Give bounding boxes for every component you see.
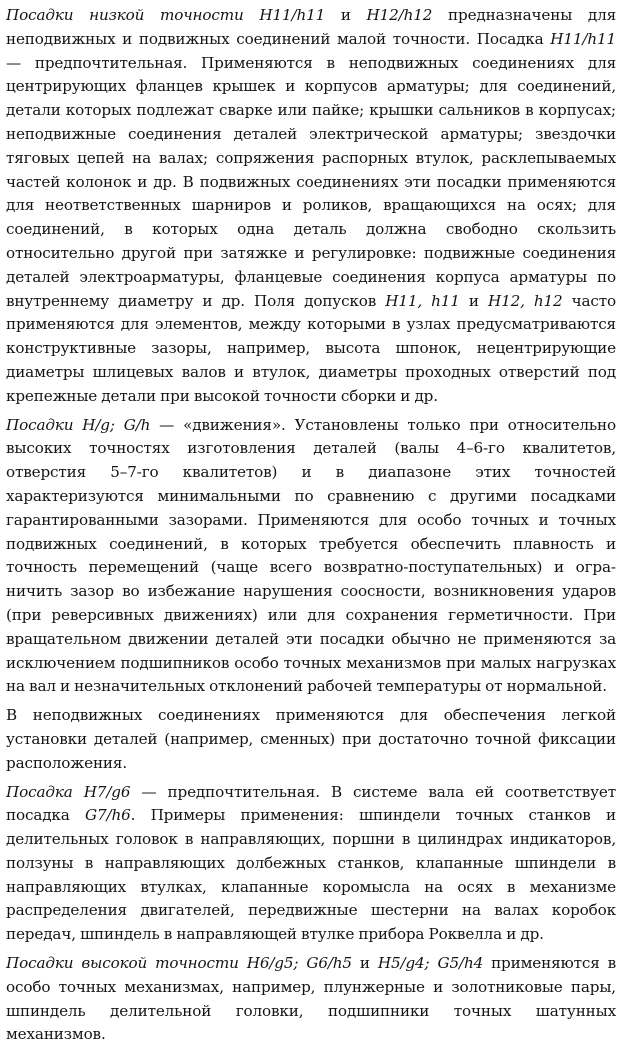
text-run: и: [459, 291, 488, 310]
text-run: часто применяются для элементов, между которыми в узлах предусматриваются конструктивные зазоры, например, высота шпонок, нецентрирующие диаметры шлицевых валов и втулок, диаметры проходных отверстий под крепежные детали при высокой точности сборки и др.: [6, 291, 617, 405]
fit-code: H5/g4; G5/h4: [377, 954, 484, 973]
text-run: . Примеры применения: шпиндели точных станков и делительных головок в направляющих, поршни в цилиндрах индикаторов, ползуны в направляющих долбежных станков, клапанные шпиндели в направляющих втулках, клапанные коромысла на осях в механизме распределения двигателей, передвижные шестерни на валах коробок передач, шпиндель в направляющей втулке прибора Роквелла и др.: [6, 806, 616, 944]
fit-code: H12, h12: [487, 291, 563, 310]
text-run: В неподвижных соединениях применяются для обеспечения легкой установки деталей (например, сменных) при достаточно точной фиксации расположения.: [6, 706, 616, 772]
text-run: — «движения». Установлены только при относительно высоких точностях изготовления деталей (валы 4–6-го квалитетов, отверстия 5–7-го квалитетов) и в диапазоне этих точностей характеризуются минимальными по сравнению с другими посадками гарантированными зазорами. Применяются для особо точных и точных подвижных соединений, в которых требуется обеспечить плавность и точность перемещений (чаще всего возвратно-поступательных) и ограничить зазор во избежание нарушения соосности, возникновения ударов (при реверсивных движениях) или для сохранения герметичности. При вращательном движении деталей эти посадки обычно не применяются за исключением подшипников особо точных механизмов при малых нагрузках на вал и незначительных отклонений рабочей температуры от нормальной.: [6, 415, 616, 696]
fit-code: H11, h11: [385, 291, 460, 310]
fit-code: H12/h12: [366, 6, 433, 24]
text-run: и: [351, 954, 378, 973]
fit-heading: Посадки низкой точности H11/h11: [6, 6, 326, 24]
fit-heading: Посадка H7/g6: [6, 782, 131, 801]
paragraph-motion-fits: [6, 414, 616, 700]
text-run: — предпочтительная. В системе вала ей соответствует посадка: [6, 782, 616, 825]
text-run: и: [325, 6, 367, 24]
paragraph-preferred-fit: [6, 781, 616, 948]
text-run: — предпочтительная. Применяются в неподвижных соединениях для центрирующих фланцев крышек и корпусов арматуры; для соединений, детали которых подлежат сварке или пайке; крышки сальников в корпусах; неподвижные соединения деталей электрической арматуры; звездочки тяговых цепей на валах; сопряжения распорных втулок, расклепываемых частей колонок и др. В подвижных соединениях эти посадки применяются для неответственных шарниров и роликов, вращающихся на осях; для соединений, в которых одна деталь должна свободно скользить относительно другой при затяжке и регулировке: подвижные соединения деталей электроарматуры, фланцевые соединения корпуса арматуры по внутреннему диаметру и др. Поля допусков: [6, 53, 616, 310]
fit-code: G7/h6: [84, 806, 131, 825]
document-page: [6, 4, 616, 1052]
paragraph-low-precision-fits: [6, 4, 616, 409]
text-run: предназначены для неподвижных и подвижных соединений малой точности. Посадка: [6, 6, 616, 48]
fit-code: H11/h11: [550, 29, 616, 48]
fit-heading: Посадки H/g; G/h: [6, 415, 151, 434]
text-run: применяются в особо точных механизмах, например, плунжерные и золотниковые пары, шпиндель делительной головки, подшипники точных шатунных механизмов.: [6, 954, 616, 1044]
fit-heading: Посадки высокой точности H6/g5; G6/h5: [6, 954, 352, 973]
paragraph-high-precision-fits: [6, 952, 616, 1047]
paragraph-fixed-joints: [6, 704, 616, 775]
